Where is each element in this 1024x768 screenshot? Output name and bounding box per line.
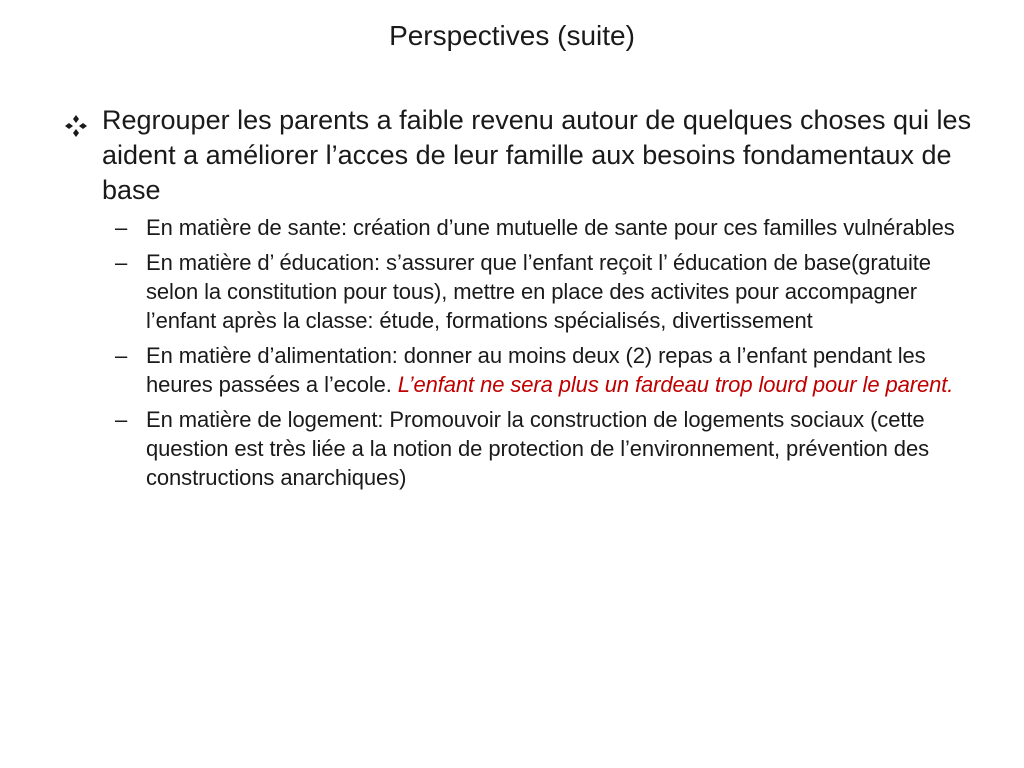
emphasis-text: L’enfant ne sera plus un fardeau trop lourd pour le parent. [397,372,954,397]
sub-bullet-sante [62,213,982,242]
dash-marker: – [115,215,128,240]
sub-bullet-text: En matière d’ éducation: s’assurer que l’enfant reçoit l’ éducation de base(gratuite selon la constitution pour tous), mettre en place des activites pour accompagner l’enfant après la classe: étude, formations spécialisés, divertissement [146,250,931,333]
sub-bullet-text: En matière de sante: création d’une mutuelle de sante pour ces familles vulnérables [146,215,955,240]
sub-bullet-list [62,213,982,492]
dash-marker: – [115,250,128,275]
sub-bullet-text: En matière d’alimentation: donner au moins deux (2) repas a l’enfant pendant les heures passées a l’ecole. [146,343,926,397]
dash-marker: – [115,407,128,432]
slide-title: Perspectives (suite) [389,20,635,51]
sub-bullet-logement [62,405,982,492]
main-bullet-item [62,103,982,208]
sub-bullet-education [62,248,982,335]
diamond-bullet-icon [64,112,88,136]
main-bullet-text: Regrouper les parents a faible revenu autour de quelques choses qui les aident a améliorer l’acces de leur famille aux besoins fondamentaux de base [102,105,972,205]
slide-body [62,103,982,498]
dash-marker: – [115,343,128,368]
sub-bullet-alimentation [62,341,982,399]
sub-bullet-text: En matière de logement: Promouvoir la construction de logements sociaux (cette question est très liée a la notion de protection de l’environnement, prévention des constructions anarchiques) [146,407,929,490]
